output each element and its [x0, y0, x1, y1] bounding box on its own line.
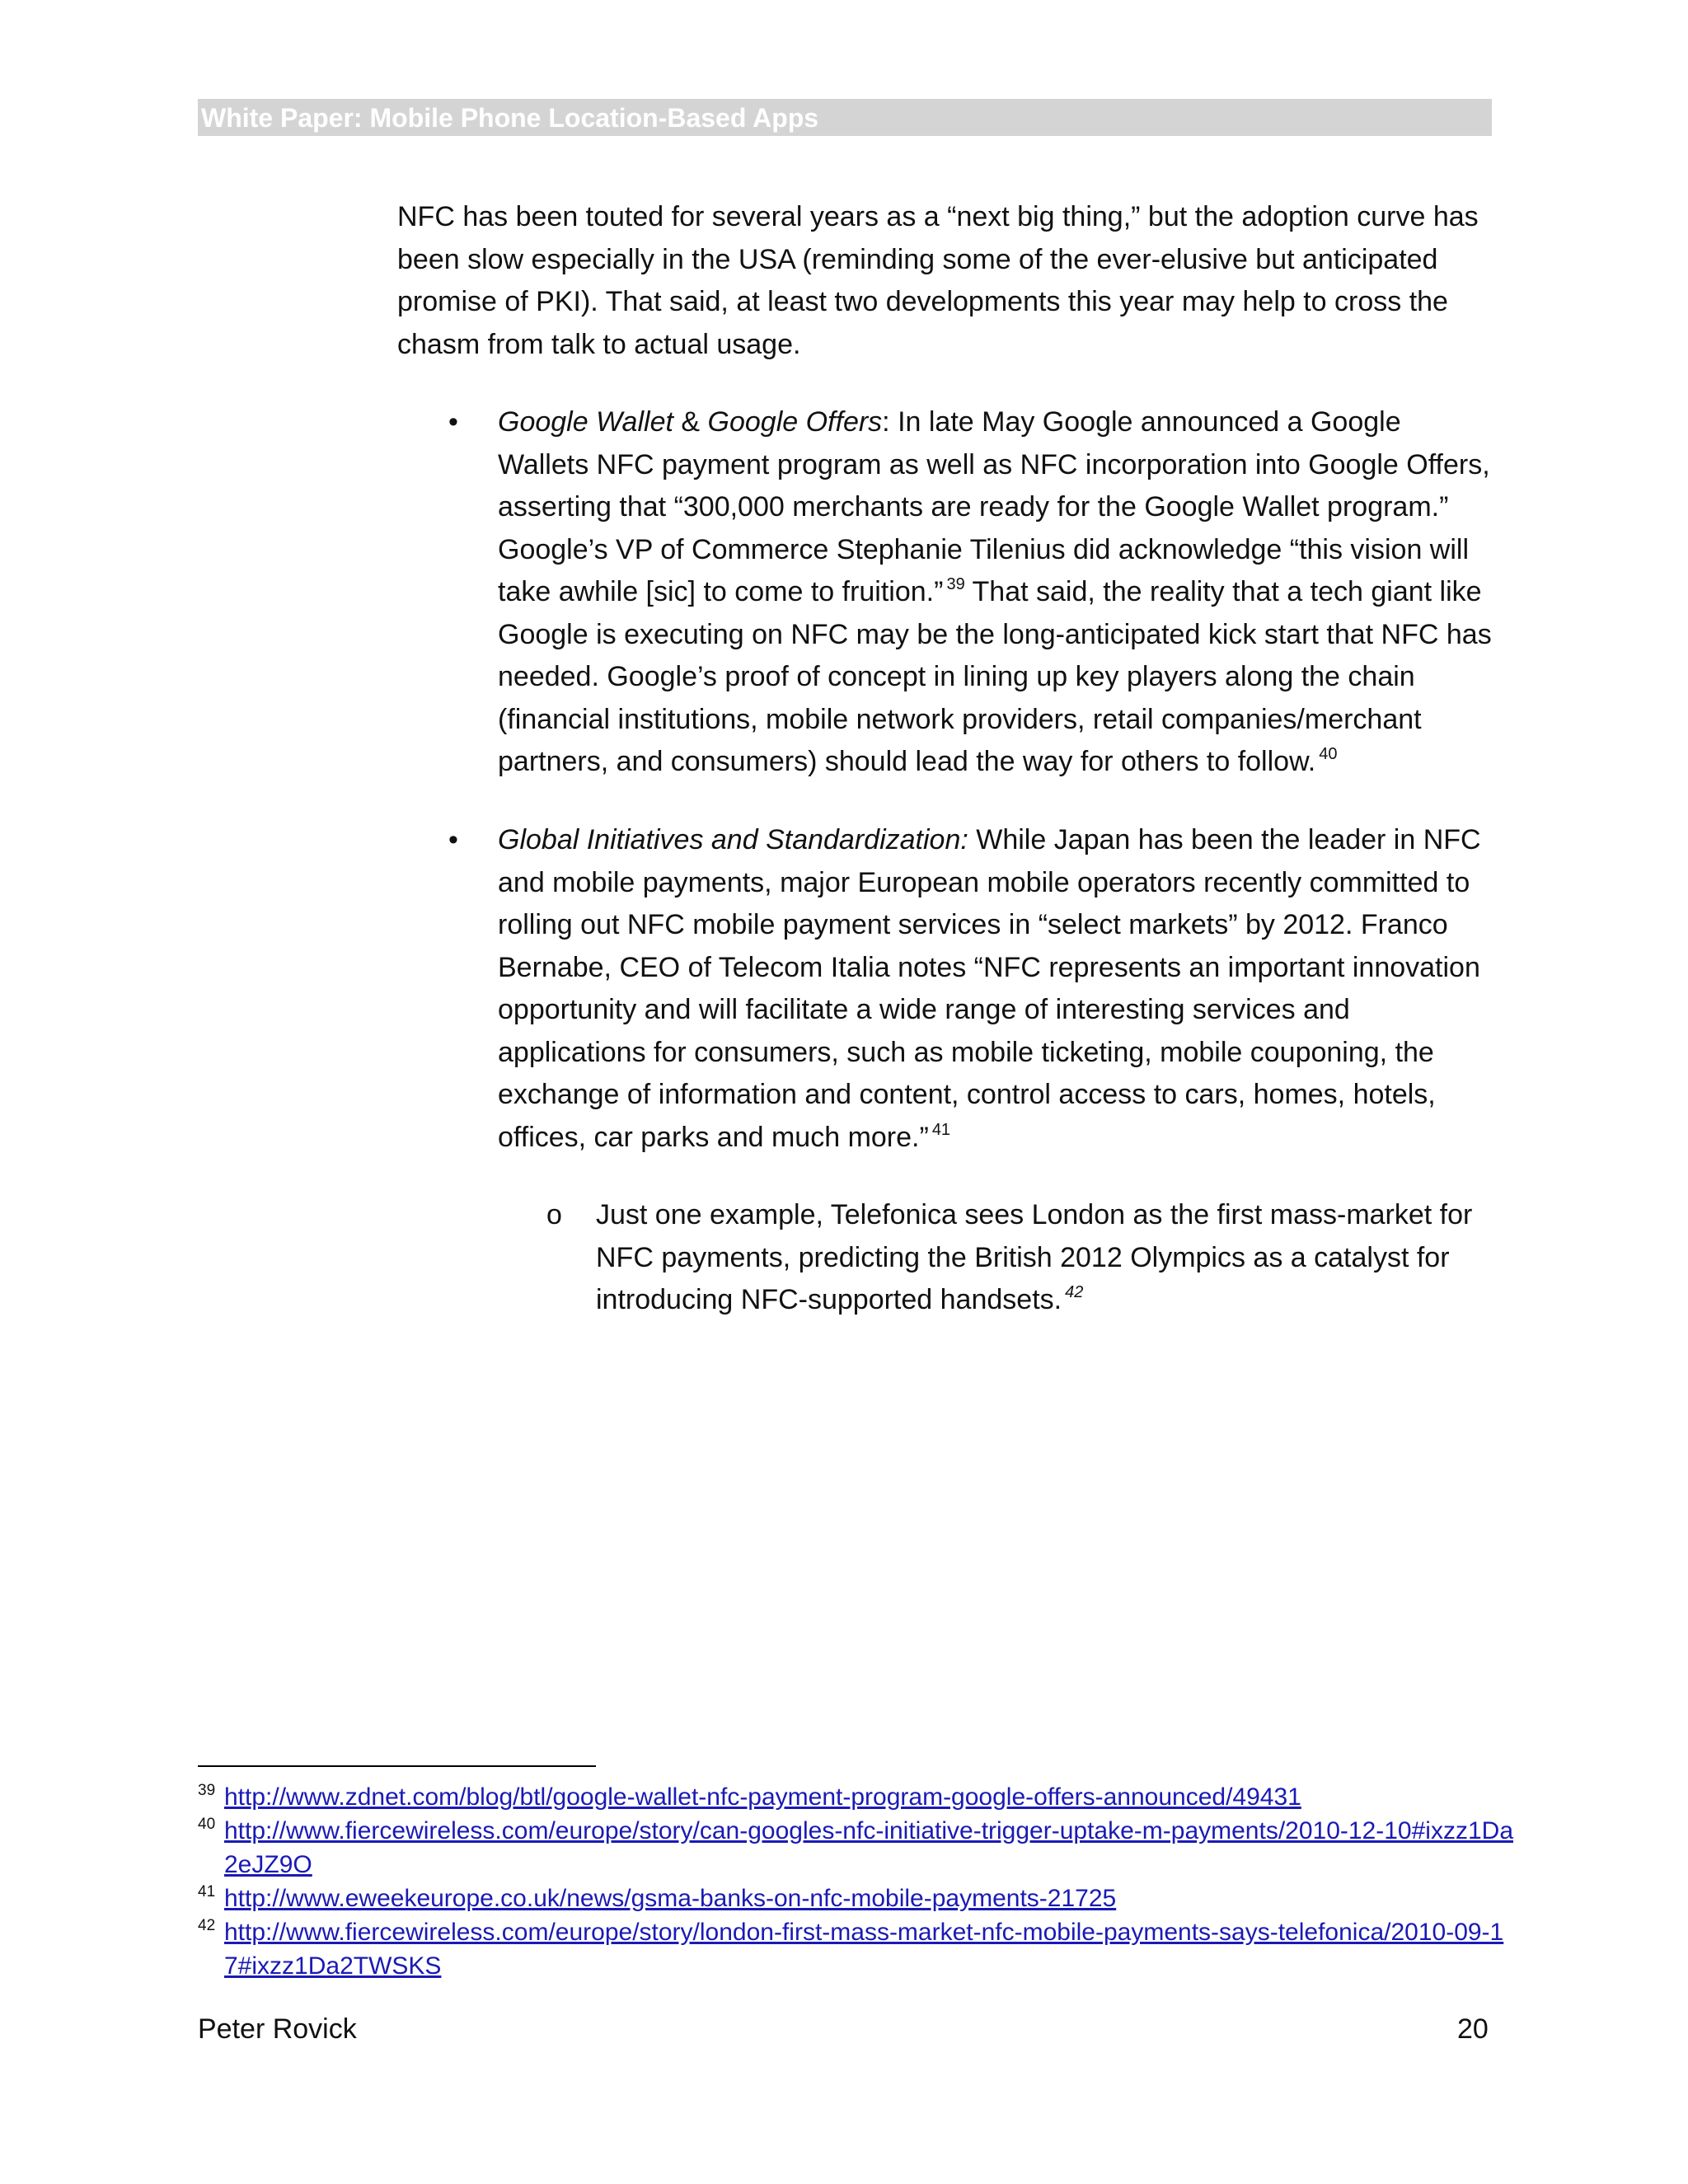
sub-bullet-marker: o	[546, 1199, 562, 1230]
bullet-title-global-initiatives: Global Initiatives and Standardization:	[498, 824, 968, 855]
bullet-marker: •	[448, 824, 458, 855]
footnote-number: 42	[198, 1917, 216, 1934]
page-number: 20	[1457, 2013, 1489, 2045]
sub-bullet-telefonica	[546, 1194, 1494, 1322]
footnote-number: 41	[198, 1883, 216, 1900]
footnotes	[198, 1780, 1517, 1983]
footnote-number: 39	[198, 1782, 216, 1799]
footnote-link[interactable]: http://www.zdnet.com/blog/btl/google-wallet-nfc-payment-program-google-offers-announced/49431	[224, 1783, 1301, 1811]
bullet-google-wallet	[448, 401, 1495, 784]
bullet-title-ampersand: &	[673, 406, 708, 438]
footnote-ref-39[interactable]: 39	[946, 575, 965, 593]
footnote-ref-41[interactable]: 41	[931, 1120, 951, 1139]
bullet-title-google-wallet: Google Wallet	[498, 406, 673, 438]
footnote-link[interactable]: http://www.fiercewireless.com/europe/story/can-googles-nfc-initiative-trigger-uptake-m-payments/2010-12-10#ixzz1Da2eJZ9O	[224, 1817, 1513, 1878]
header-bar	[198, 99, 1492, 136]
footnote-40	[198, 1814, 1517, 1882]
bullet-tail-text: That said, the reality that a tech giant like Google is executing on NFC may be the long-anticipated kick start that NFC has needed. Google’s proof of concept in lining up key players along the chain (financial institutions, mobile network providers, retail companies/merchant partners, and consumers) should lead the way for others to follow.	[498, 576, 1492, 777]
bullet-body-text: While Japan has been the leader in NFC and mobile payments, major European mobile operators recently committed to rolling out NFC mobile payment services in “select markets” by 2012. Franco Bernabe, CEO of Telecom Italia notes “NFC represents an important innovation opportunity and will facilitate a wide range of interesting services and applications for consumers, such as mobile ticketing, mobile couponing, the exchange of information and content, control access to cars, homes, hotels, offices, car parks and much more.”	[498, 824, 1481, 1153]
bullet-lead-text: : In late May Google announced a Google Wallets NFC payment program as well as NFC incorporation into Google Offers, asserting that “300,000 merchants are ready for the Google Wallet program.” Google’s VP of Commerce Stephanie Tilenius did acknowledge “this vision will take awhile [sic] to come to fruition.”	[498, 406, 1490, 607]
intro-paragraph: NFC has been touted for several years as a “next big thing,” but the adoption curve has been slow especially in the USA (reminding some of the ever-elusive but anticipated promise of PKI). That said, at least two developments this year may help to cross the chasm from talk to actual usage.	[397, 201, 1479, 360]
document-title: White Paper: Mobile Phone Location-Based Apps	[201, 103, 819, 133]
footnote-link[interactable]: http://www.fiercewireless.com/europe/story/london-first-mass-market-nfc-mobile-payments-says-telefonica/2010-09-17#ixzz1Da2TWSKS	[224, 1919, 1504, 1980]
footer-author: Peter Rovick	[198, 2013, 357, 2045]
footnote-42	[198, 1915, 1517, 1983]
bullet-global-initiatives	[448, 819, 1495, 1159]
footnote-number: 40	[198, 1816, 216, 1833]
footnote-separator	[198, 1765, 596, 1767]
footnote-link[interactable]: http://www.eweekeurope.co.uk/news/gsma-banks-on-nfc-mobile-payments-21725	[224, 1885, 1117, 1912]
footnote-ref-42[interactable]: 42	[1065, 1283, 1084, 1301]
footnote-ref-40[interactable]: 40	[1319, 745, 1338, 763]
footnote-41	[198, 1882, 1517, 1915]
bullet-marker: •	[448, 406, 458, 438]
bullet-title-google-offers: Google Offers	[707, 406, 883, 438]
sub-bullet-text: Just one example, Telefonica sees London as the first mass-market for NFC payments, predicting the British 2012 Olympics as a catalyst for introducing NFC-supported handsets.	[596, 1199, 1473, 1315]
footnote-39	[198, 1780, 1517, 1814]
